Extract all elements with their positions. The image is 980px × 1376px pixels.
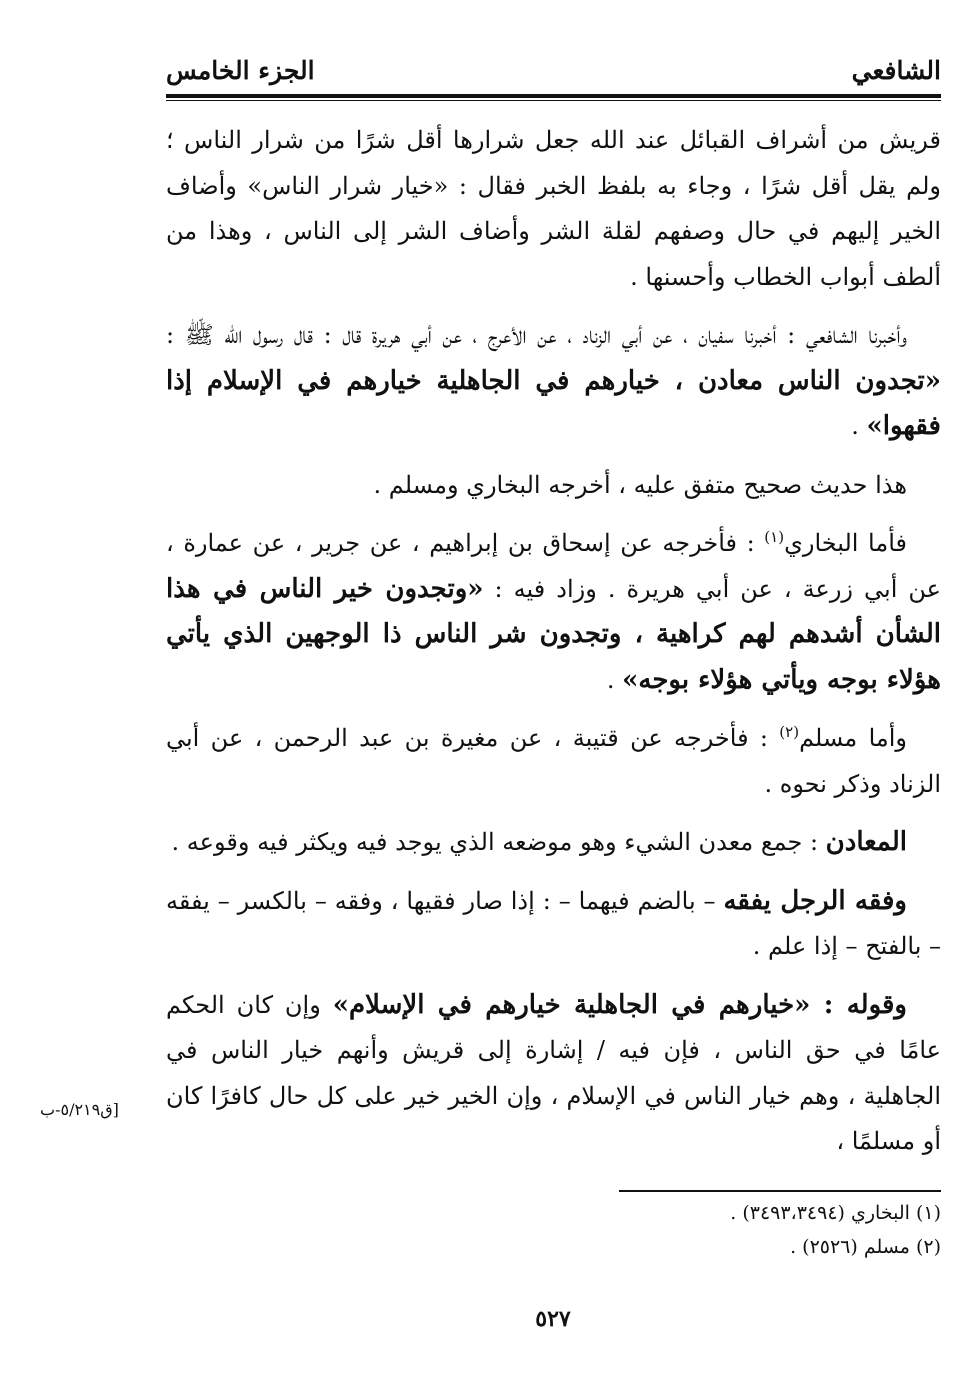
hadith-quote: «وتجدون خير الناس في هذا الشأن أشدهم لهم كراهية ، وتجدون شر الناس ذا الوجهين الذي يأتي هؤلاء بوجه ويأتي هؤلاء بوجه» bbox=[166, 573, 941, 695]
paragraph-1 bbox=[166, 118, 941, 300]
book-title: الشافعي bbox=[851, 56, 941, 85]
running-header bbox=[166, 54, 941, 94]
text-run: وأما مسلم bbox=[799, 724, 907, 752]
manuscript-folio-note: [ق٥/٢١٩-ب bbox=[40, 1100, 119, 1119]
footnote-ref-1[interactable]: (١) bbox=[764, 528, 785, 546]
paragraph-3 bbox=[166, 463, 941, 509]
page-number: ٥٢٧ bbox=[535, 1306, 571, 1332]
paragraph-4 bbox=[166, 521, 941, 703]
text-run: : فأخرجه عن قتيبة ، عن مغيرة بن عبد الرحمن ، عن أبي الزناد وذكر نحوه . bbox=[166, 724, 941, 798]
hadith-quote: «تجدون الناس معادن ، خيارهم في الجاهلية خيارهم في الإسلام إذا فقهوا» bbox=[166, 365, 941, 441]
paragraph-5 bbox=[166, 716, 941, 807]
text-run: : جمع معدن الشيء وهو موضعه الذي يوجد فيه ويكثر فيه وقوعه . bbox=[171, 828, 826, 856]
text-run: . bbox=[851, 412, 867, 440]
header-rule-thick bbox=[166, 94, 941, 98]
header-rule-thin bbox=[166, 100, 941, 101]
text-run: : فأخرجه عن إسحاق بن إبراهيم ، عن جرير ، عن عمارة ، عن أبي زرعة ، عن أبي هريرة . وزاد فيه : bbox=[166, 529, 941, 603]
term-heading: وفقه الرجل يفقه bbox=[723, 885, 907, 916]
paragraph-2 bbox=[166, 313, 941, 450]
paragraph-7 bbox=[166, 879, 941, 970]
text-run: فأما البخاري bbox=[784, 529, 908, 557]
main-text bbox=[166, 118, 941, 1178]
footnote-ref-2[interactable]: (٢) bbox=[779, 723, 800, 741]
paragraph-8 bbox=[166, 983, 941, 1165]
footnotes bbox=[500, 1196, 941, 1264]
text-run: قريش من أشراف القبائل عند الله جعل شرارها أقل شرًا من شرار الناس ؛ ولم يقل أقل شرًا ، وجاء به بلفظ الخبر فقال : «خيار شرار الناس» وأضاف الخير إليهم في حال وصفهم لقلة الشر وأضاف الشر إلى الناس ، وهذا من ألطف أبواب الخطاب وأحسنها . bbox=[166, 126, 941, 291]
footnote-1: (١) البخاري (٣٤٩٣،٣٤٩٤) . bbox=[730, 1202, 941, 1224]
term-heading: وقوله : «خيارهم في الجاهلية خيارهم في الإسلام» bbox=[332, 989, 907, 1020]
text-run: هذا حديث صحيح متفق عليه ، أخرجه البخاري ومسلم . bbox=[373, 470, 907, 499]
term-heading: المعادن bbox=[825, 827, 907, 857]
text-run: وإن كان الحكم عامًا في حق الناس ، فإن فيه / إشارة إلى قريش وأنهم خيار الناس في الجاهلية ، وهم خيار الناس في الإسلام ، وإن الخير خير على كل حال كافرًا كان أو مسلمًا ، bbox=[166, 990, 941, 1155]
text-run: – بالضم فيهما – : إذا صار فقيها ، وفقه – بالكسر – يفقه – بالفتح – إذا علم . bbox=[166, 886, 941, 960]
footnote-2: (٢) مسلم (٢٥٢٦) . bbox=[790, 1236, 941, 1258]
text-run: وأخبرنا الشافعي : أخبرنا سفيان ، عن أبي الزناد ، عن الأعرج ، عن أبي هريرة قال : قال رسول الله ﷺ : bbox=[166, 321, 907, 349]
paragraph-6 bbox=[166, 820, 941, 866]
part-title: الجزء الخامس bbox=[166, 56, 315, 85]
text-run: . bbox=[606, 665, 623, 694]
footnote-rule bbox=[619, 1190, 941, 1192]
